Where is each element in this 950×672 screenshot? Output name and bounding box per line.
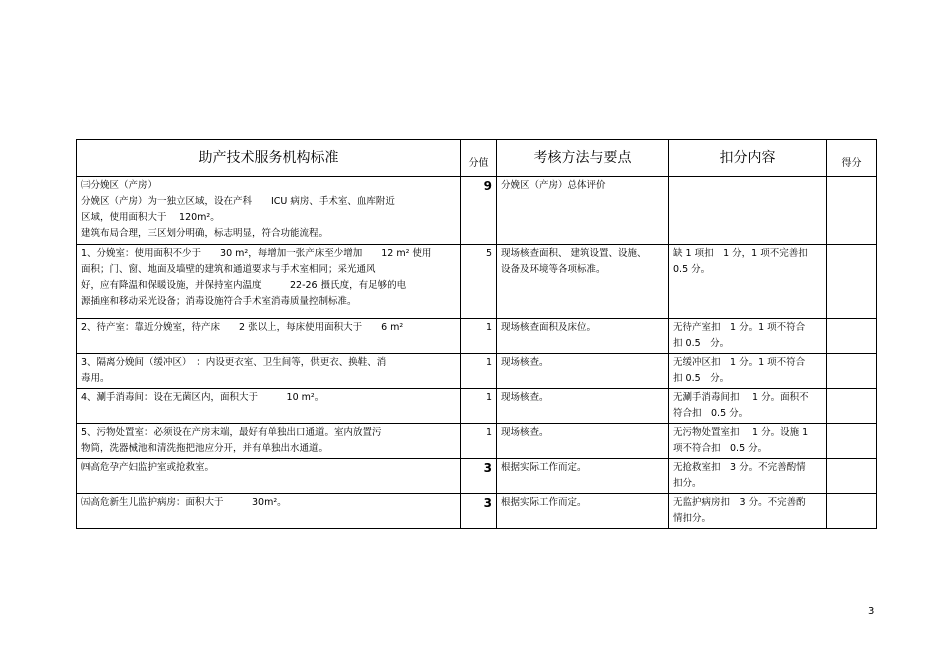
- table-row: [77, 354, 877, 389]
- method-cell-line: 现场核查。: [501, 427, 549, 438]
- header-earned: 得分: [827, 140, 877, 177]
- earned-cell: [827, 494, 877, 529]
- deduction-cell-line: 情扣分。: [673, 513, 712, 524]
- deduction-cell: [669, 354, 827, 389]
- earned-cell: [827, 177, 877, 245]
- method-cell: [497, 245, 669, 319]
- deduction-cell: [669, 494, 827, 529]
- standard-cell: [77, 177, 461, 245]
- standard-cell-line: 2、待产室：靠近分娩室，待产床 2 张以上，每床使用面积大于 6 m²: [81, 322, 404, 333]
- header-standard: 助产技术服务机构标准: [77, 140, 461, 177]
- header-deduction: 扣分内容: [669, 140, 827, 177]
- score-cell: 1: [461, 354, 497, 389]
- earned-cell: [827, 459, 877, 494]
- score-cell: 1: [461, 389, 497, 424]
- method-cell: [497, 494, 669, 529]
- page-number: 3: [868, 606, 875, 617]
- method-cell-line: 现场核查。: [501, 357, 549, 368]
- standard-cell-line: 毒用。: [81, 373, 110, 384]
- method-cell-line: 根据实际工作而定。: [501, 462, 587, 473]
- standard-cell-line: 3、隔离分娩间（缓冲区） ：内设更衣室、卫生间等，供更衣、换鞋、消: [81, 357, 387, 368]
- standard-cell-line: 好，应有降温和保暖设施，并保持室内温度 22-26 摄氏度，有足够的电: [81, 280, 407, 291]
- deduction-cell-line: 符合扣 0.5 分。: [673, 408, 749, 419]
- table-body: [77, 177, 877, 529]
- score-cell: 1: [461, 424, 497, 459]
- method-cell-line: 现场核查。: [501, 392, 549, 403]
- deduction-cell: [669, 459, 827, 494]
- header-score: 分值: [461, 140, 497, 177]
- table-row: [77, 424, 877, 459]
- standard-cell-line: 1、分娩室：使用面积不少于 30 m²，每增加一张产床至少增加 12 m² 使用: [81, 248, 432, 259]
- deduction-cell: [669, 319, 827, 354]
- earned-cell: [827, 389, 877, 424]
- standard-cell-line: 物筒，洗器械池和清洗拖把池应分开，并有单独出水通道。: [81, 443, 329, 454]
- method-cell: [497, 319, 669, 354]
- standard-cell-line: 面积；门、窗、地面及墙壁的建筑和通道要求与手术室相同；采光通风: [81, 264, 376, 275]
- score-cell: 9: [461, 177, 497, 245]
- earned-cell: [827, 319, 877, 354]
- method-cell-line: 分娩区（产房）总体评价: [501, 180, 606, 191]
- table-row: [77, 494, 877, 529]
- method-cell-line: 设备及环境等各项标准。: [501, 264, 606, 275]
- standard-cell-line: 区域，使用面积大于 120m²。: [81, 212, 220, 223]
- standard-cell: [77, 245, 461, 319]
- deduction-cell-line: 扣 0.5 分。: [673, 373, 730, 384]
- score-cell: 1: [461, 319, 497, 354]
- deduction-cell-line: 项不符合扣 0.5 分。: [673, 443, 768, 454]
- deduction-cell: [669, 424, 827, 459]
- standard-cell-line: ㈢分娩区（产房）: [81, 180, 158, 191]
- deduction-cell-line: 无监护病房扣 3 分。不完善酌: [673, 497, 806, 508]
- deduction-cell-line: 扣 0.5 分。: [673, 338, 730, 349]
- score-cell: 5: [461, 245, 497, 319]
- header-method: 考核方法与要点: [497, 140, 669, 177]
- earned-cell: [827, 354, 877, 389]
- table-row: [77, 177, 877, 245]
- standard-cell-line: ㈣高危孕产妇监护室或抢救室。: [81, 462, 215, 473]
- deduction-cell-line: 无污物处置室扣 1 分。设施 1: [673, 427, 809, 438]
- standard-cell-line: 分娩区（产房）为一独立区域，设在产科 ICU 病房、手术室、血库附近: [81, 196, 395, 207]
- method-cell-line: 现场核查面积及床位。: [501, 322, 597, 333]
- standard-cell-line: ㈤高危新生儿监护病房：面积大于 30m²。: [81, 497, 287, 508]
- deduction-cell-line: 缺 1 项扣 1 分，1 项不完善扣: [673, 248, 808, 259]
- method-cell: [497, 459, 669, 494]
- deduction-cell-line: 无抢救室扣 3 分。不完善酌情: [673, 462, 806, 473]
- standard-cell-line: 4、涮手消毒间：设在无菌区内，面积大于 10 m²。: [81, 392, 325, 403]
- standard-cell: [77, 424, 461, 459]
- standard-cell: [77, 354, 461, 389]
- standard-cell: [77, 389, 461, 424]
- table-row: [77, 245, 877, 319]
- deduction-cell: [669, 245, 827, 319]
- standard-cell-line: 5、污物处置室：必须设在产房末端，最好有单独出口通道。室内放置污: [81, 427, 382, 438]
- table-row: [77, 459, 877, 494]
- standard-cell: [77, 459, 461, 494]
- method-cell-line: 根据实际工作而定。: [501, 497, 587, 508]
- deduction-cell-line: 无缓冲区扣 1 分。1 项不符合: [673, 357, 806, 368]
- method-cell: [497, 177, 669, 245]
- method-cell: [497, 389, 669, 424]
- deduction-cell-line: 0.5 分。: [673, 264, 711, 275]
- deduction-cell-line: 无涮手消毒间扣 1 分。面积不: [673, 392, 809, 403]
- standard-cell: [77, 494, 461, 529]
- deduction-cell: [669, 177, 827, 245]
- method-cell: [497, 424, 669, 459]
- standard-cell-line: 建筑布局合理，三区划分明确，标志明显，符合功能流程。: [81, 228, 329, 239]
- standard-cell-line: 源插座和移动采光设备；消毒设施符合手术室消毒质量控制标准。: [81, 296, 357, 307]
- deduction-cell: [669, 389, 827, 424]
- method-cell-line: 现场核查面积、 建筑设置、设施、: [501, 248, 647, 259]
- method-cell: [497, 354, 669, 389]
- deduction-cell-line: 扣分。: [673, 478, 702, 489]
- table-header-row: [77, 140, 877, 177]
- table-row: [77, 319, 877, 354]
- earned-cell: [827, 245, 877, 319]
- score-cell: 3: [461, 459, 497, 494]
- standards-table: [76, 139, 877, 529]
- earned-cell: [827, 424, 877, 459]
- score-cell: 3: [461, 494, 497, 529]
- table-row: [77, 389, 877, 424]
- deduction-cell-line: 无待产室扣 1 分。1 项不符合: [673, 322, 806, 333]
- standard-cell: [77, 319, 461, 354]
